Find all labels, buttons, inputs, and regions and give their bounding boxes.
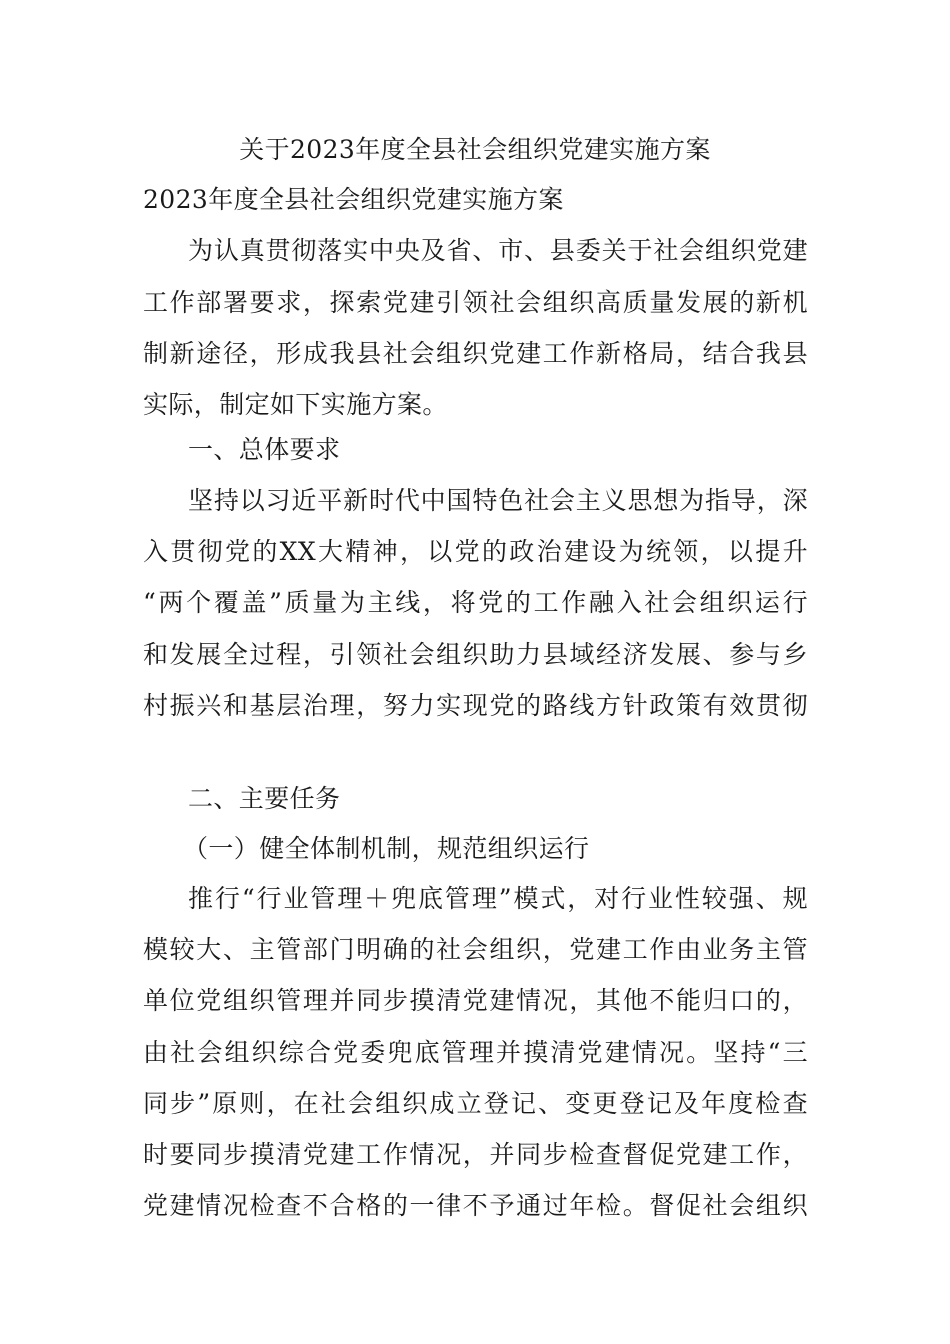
paragraph-line: 为认真贯彻落实中央及省、市、县委关于社会组织党建 bbox=[188, 236, 808, 265]
paragraph-line: 时要同步摸清党建工作情况，并同步检查督促党建工作， bbox=[143, 1140, 808, 1169]
section-heading-main-tasks: 二、主要任务 bbox=[188, 784, 341, 813]
paragraph-line: 同步”原则，在社会组织成立登记、变更登记及年度检查 bbox=[143, 1089, 808, 1118]
paragraph-line: 模较大、主管部门明确的社会组织，党建工作由业务主管 bbox=[143, 935, 808, 964]
paragraph-line: 工作部署要求，探索党建引领社会组织高质量发展的新机 bbox=[143, 288, 808, 317]
document-title: 关于2023年度全县社会组织党建实施方案 bbox=[239, 135, 711, 164]
document-subtitle: 2023年度全县社会组织党建实施方案 bbox=[143, 185, 564, 214]
paragraph-line: 制新途径，形成我县社会组织党建工作新格局，结合我县 bbox=[143, 339, 808, 368]
paragraph-line: 推行“行业管理＋兜底管理”模式，对行业性较强、规 bbox=[188, 884, 808, 913]
paragraph-line: “两个覆盖”质量为主线，将党的工作融入社会组织运行 bbox=[143, 588, 808, 617]
paragraph-line: 实际，制定如下实施方案。 bbox=[143, 390, 448, 419]
paragraph-line: 由社会组织综合党委兜底管理并摸清党建情况。坚持“三 bbox=[143, 1038, 808, 1067]
paragraph-line: 坚持以习近平新时代中国特色社会主义思想为指导，深 bbox=[188, 486, 808, 515]
subsection-heading-mechanism: （一）健全体制机制，规范组织运行 bbox=[183, 834, 590, 863]
paragraph-line: 和发展全过程，引领社会组织助力县域经济发展、参与乡 bbox=[143, 640, 808, 669]
section-heading-general-requirements: 一、总体要求 bbox=[188, 435, 341, 464]
paragraph-line: 入贯彻党的XX大精神，以党的政治建设为统领，以提升 bbox=[143, 537, 808, 566]
paragraph-line: 村振兴和基层治理，努力实现党的路线方针政策有效贯彻 bbox=[143, 691, 808, 720]
paragraph-line: 单位党组织管理并同步摸清党建情况，其他不能归口的， bbox=[143, 986, 808, 1015]
paragraph-line: 党建情况检查不合格的一律不予通过年检。督促社会组织 bbox=[143, 1191, 808, 1220]
